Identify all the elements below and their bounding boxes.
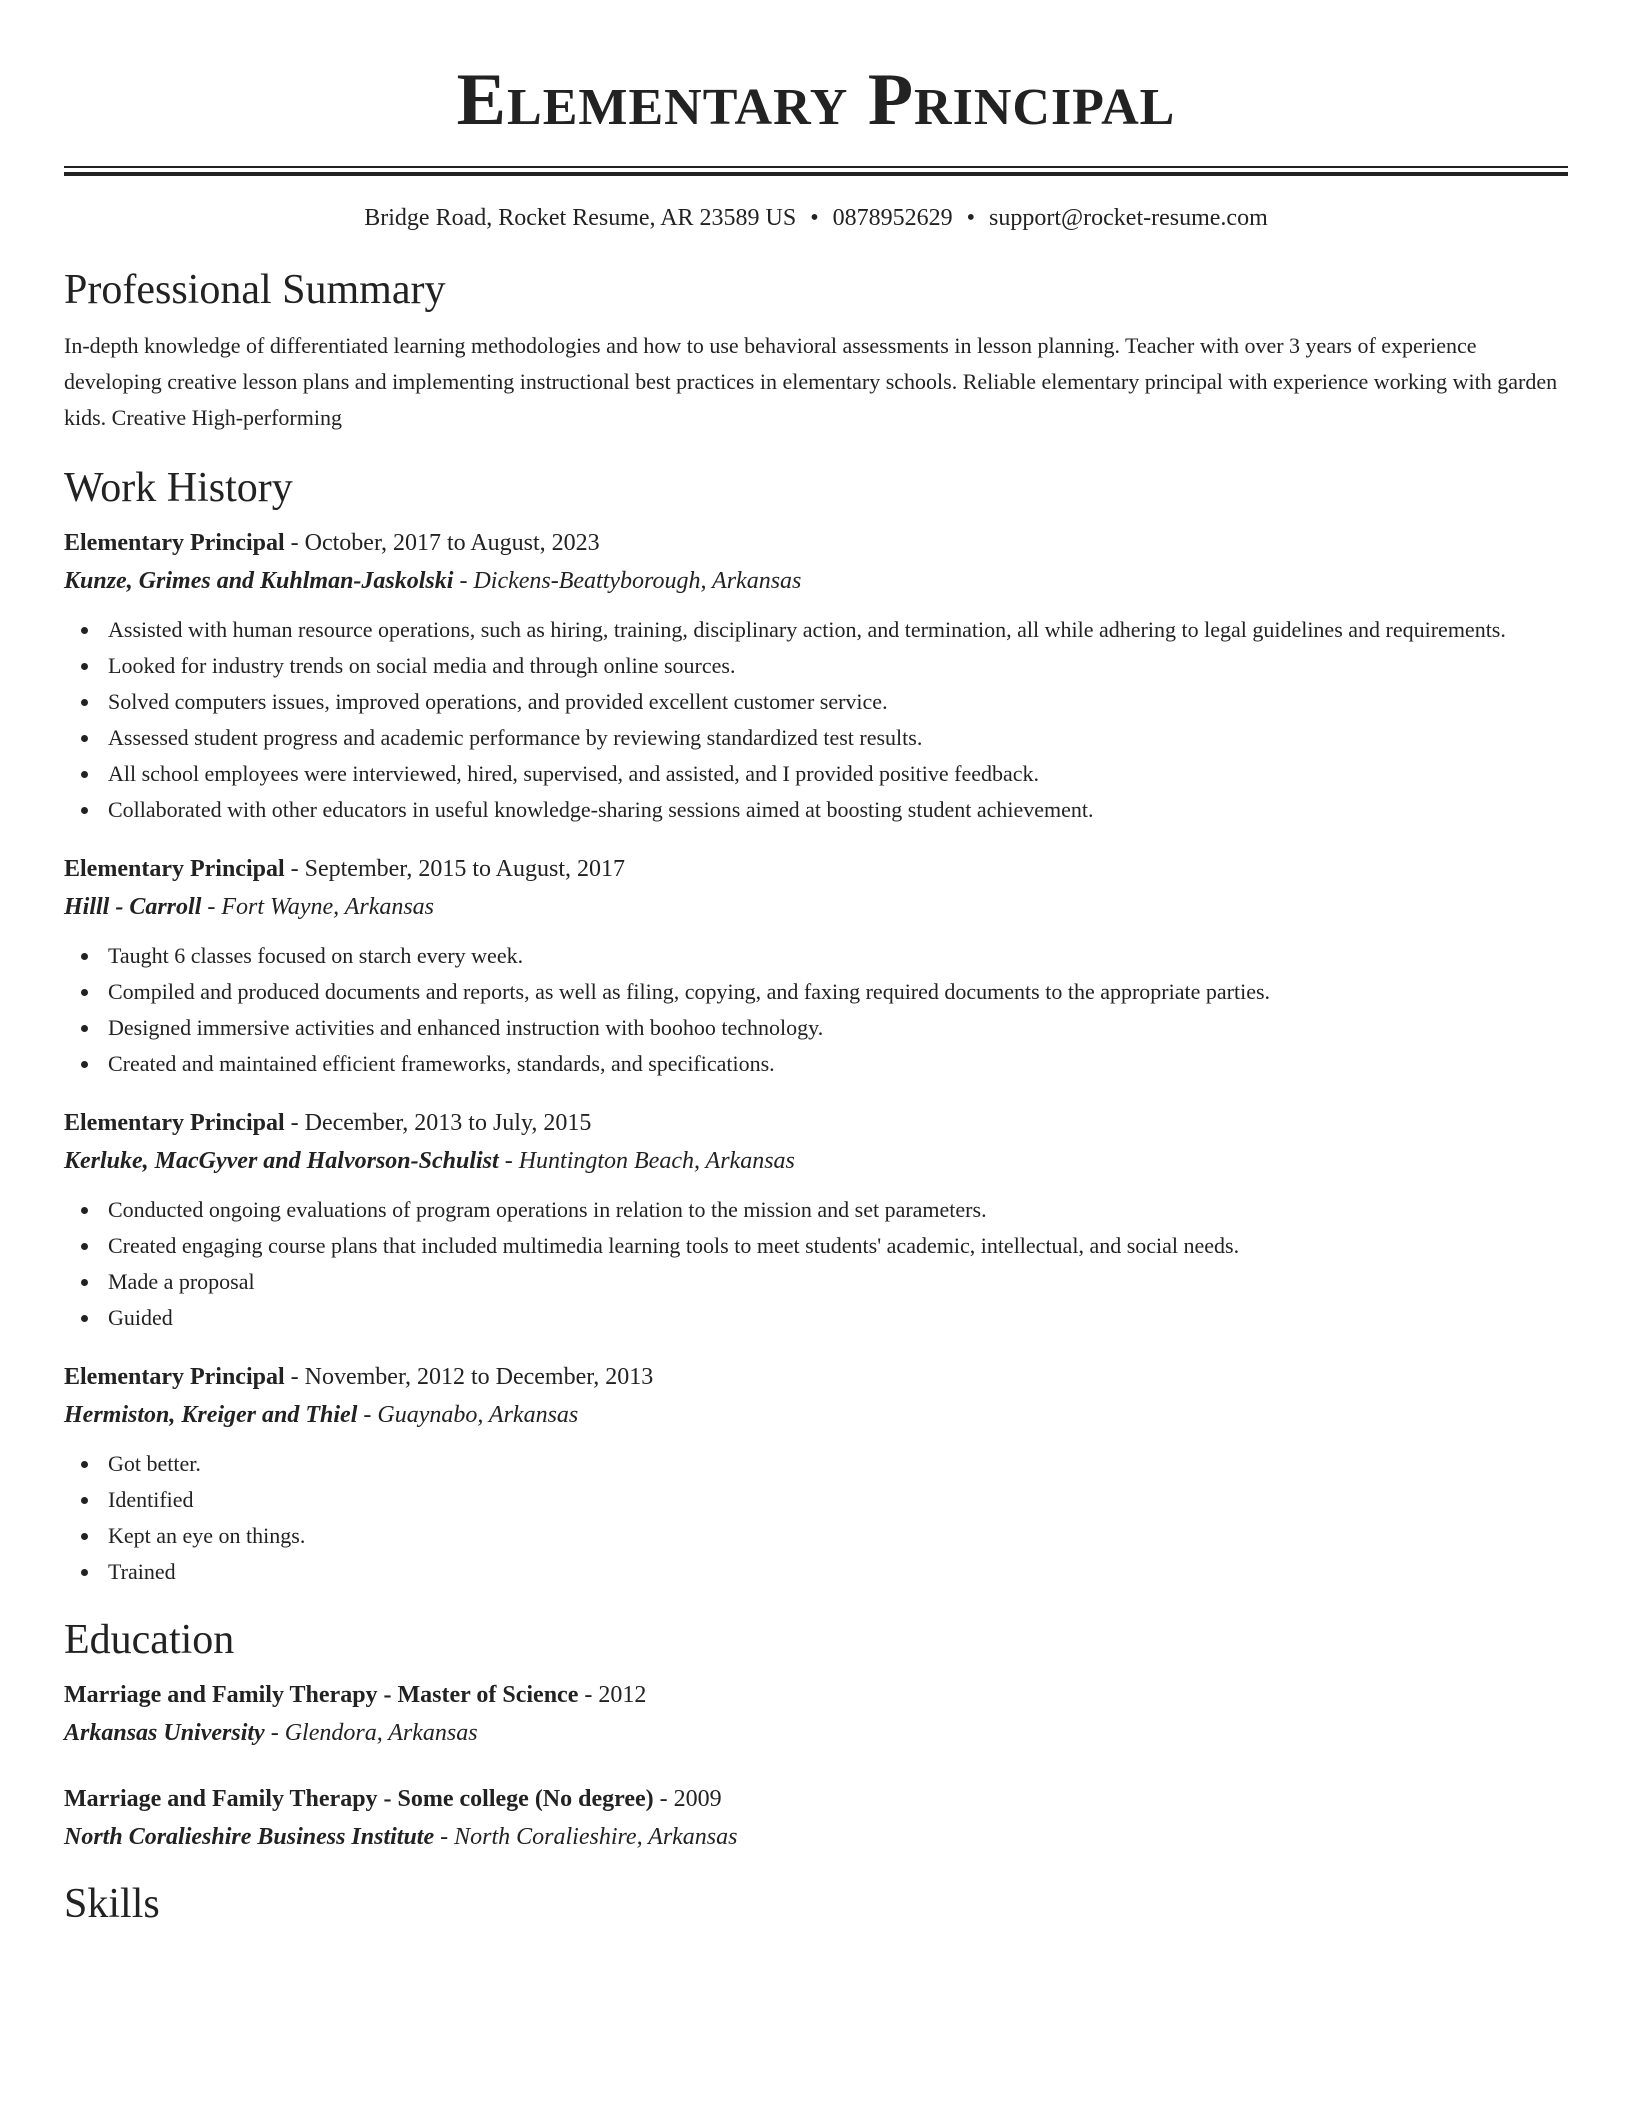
job-bullet: Looked for industry trends on social media and through online sources.: [108, 648, 1568, 684]
education-entry: [64, 1676, 1568, 1752]
contact-email[interactable]: support@rocket-resume.com: [989, 205, 1268, 231]
contact-line: [64, 202, 1568, 234]
job-bullet: Made a proposal: [108, 1264, 1568, 1300]
job-company: Hermiston, Kreiger and Thiel: [64, 1402, 358, 1428]
job-header: [64, 524, 1568, 562]
contact-phone: 0878952629: [832, 205, 953, 231]
education-school: North Coralieshire Business Institute: [64, 1824, 435, 1850]
job-bullet: Assessed student progress and academic performance by reviewing standardized test results.: [108, 720, 1568, 756]
education-header: [64, 1676, 1568, 1714]
job-header: [64, 1104, 1568, 1142]
job-bullet: Solved computers issues, improved operations, and provided excellent customer service.: [108, 684, 1568, 720]
job-location: Fort Wayne, Arkansas: [221, 894, 435, 920]
contact-address: Bridge Road, Rocket Resume, AR 23589 US: [364, 205, 797, 231]
education-school: Arkansas University: [64, 1720, 265, 1746]
education-heading: Education: [64, 1617, 235, 1663]
job-dates: November, 2012 to December, 2013: [304, 1364, 654, 1390]
job-bullets: [64, 1192, 1568, 1336]
job-bullets: [64, 1446, 1568, 1590]
dash: -: [201, 894, 222, 920]
job-location: Huntington Beach, Arkansas: [518, 1148, 795, 1174]
resume-title: Elementary Principal: [456, 59, 1176, 141]
education-header: [64, 1780, 1568, 1818]
summary-heading: Professional Summary: [64, 267, 446, 313]
education-institution: [64, 1818, 1568, 1856]
work-history-heading: Work History: [64, 465, 293, 511]
job-bullet: Trained: [108, 1554, 1568, 1590]
education-degree: Marriage and Family Therapy - Some college (No degree): [64, 1786, 654, 1812]
job-location: Dickens-Beattyborough, Arkansas: [473, 568, 802, 594]
job-header: [64, 1358, 1568, 1396]
job-role: Elementary Principal: [64, 856, 285, 882]
contact-separator: •: [966, 205, 976, 231]
job-dates: September, 2015 to August, 2017: [304, 856, 625, 882]
education-institution: [64, 1714, 1568, 1752]
dash: -: [264, 1720, 285, 1746]
dash: -: [653, 1786, 674, 1812]
job-bullet: Collaborated with other educators in useful knowledge-sharing sessions aimed at boosting student achievement.: [108, 792, 1568, 828]
summary-text: In-depth knowledge of differentiated learning methodologies and how to use behavioral assessments in lesson planning. Teacher with over 3 years of experience developing creative lesson plans and implementing instructional best practices in elementary schools. Reliable elementary principal with experience working with garden kids. Creative High-performing: [64, 333, 1558, 430]
education-year: 2009: [673, 1786, 722, 1812]
dash: -: [578, 1682, 599, 1708]
job-employer: [64, 1396, 1568, 1434]
job-header: [64, 850, 1568, 888]
job-role: Elementary Principal: [64, 1364, 285, 1390]
job-entry: [64, 1104, 1568, 1336]
education-entry: [64, 1780, 1568, 1856]
skills-heading: Skills: [64, 1881, 160, 1927]
dash: -: [284, 1110, 305, 1136]
dash: -: [284, 856, 305, 882]
job-employer: [64, 888, 1568, 926]
job-employer: [64, 562, 1568, 600]
job-bullet: Created engaging course plans that included multimedia learning tools to meet students' academic, intellectual, and social needs.: [108, 1228, 1568, 1264]
education-year: 2012: [598, 1682, 647, 1708]
job-dates: October, 2017 to August, 2023: [304, 530, 600, 556]
job-bullet: All school employees were interviewed, hired, supervised, and assisted, and I provided positive feedback.: [108, 756, 1568, 792]
job-entry: [64, 524, 1568, 828]
job-bullet: Got better.: [108, 1446, 1568, 1482]
job-bullets: [64, 938, 1568, 1082]
job-entry: [64, 1358, 1568, 1590]
job-entry: [64, 850, 1568, 1082]
dash: -: [434, 1824, 455, 1850]
job-role: Elementary Principal: [64, 1110, 285, 1136]
education-location: Glendora, Arkansas: [284, 1720, 478, 1746]
job-bullet: Taught 6 classes focused on starch every week.: [108, 938, 1568, 974]
job-bullet: Compiled and produced documents and reports, as well as filing, copying, and faxing required documents to the appropriate parties.: [108, 974, 1568, 1010]
job-bullet: Guided: [108, 1300, 1568, 1336]
dash: -: [498, 1148, 519, 1174]
job-bullet: Identified: [108, 1482, 1568, 1518]
education-degree: Marriage and Family Therapy - Master of Science: [64, 1682, 579, 1708]
dash: -: [284, 1364, 305, 1390]
job-company: Kerluke, MacGyver and Halvorson-Schulist: [64, 1148, 499, 1174]
job-bullet: Created and maintained efficient frameworks, standards, and specifications.: [108, 1046, 1568, 1082]
title-divider: [64, 166, 1568, 176]
job-company: Kunze, Grimes and Kuhlman-Jaskolski: [64, 568, 454, 594]
job-role: Elementary Principal: [64, 530, 285, 556]
job-dates: December, 2013 to July, 2015: [304, 1110, 592, 1136]
contact-separator: •: [810, 205, 819, 231]
job-location: Guaynabo, Arkansas: [377, 1402, 579, 1428]
dash: -: [453, 568, 474, 594]
job-bullet: Kept an eye on things.: [108, 1518, 1568, 1554]
dash: -: [284, 530, 305, 556]
job-employer: [64, 1142, 1568, 1180]
dash: -: [357, 1402, 378, 1428]
job-bullet: Designed immersive activities and enhanced instruction with boohoo technology.: [108, 1010, 1568, 1046]
job-bullet: Conducted ongoing evaluations of program operations in relation to the mission and set parameters.: [108, 1192, 1568, 1228]
job-company: Hilll - Carroll: [64, 894, 202, 920]
job-bullets: [64, 612, 1568, 828]
job-bullet: Assisted with human resource operations, such as hiring, training, disciplinary action, and termination, all while adhering to legal guidelines and requirements.: [108, 612, 1568, 648]
education-location: North Coralieshire, Arkansas: [454, 1824, 738, 1850]
